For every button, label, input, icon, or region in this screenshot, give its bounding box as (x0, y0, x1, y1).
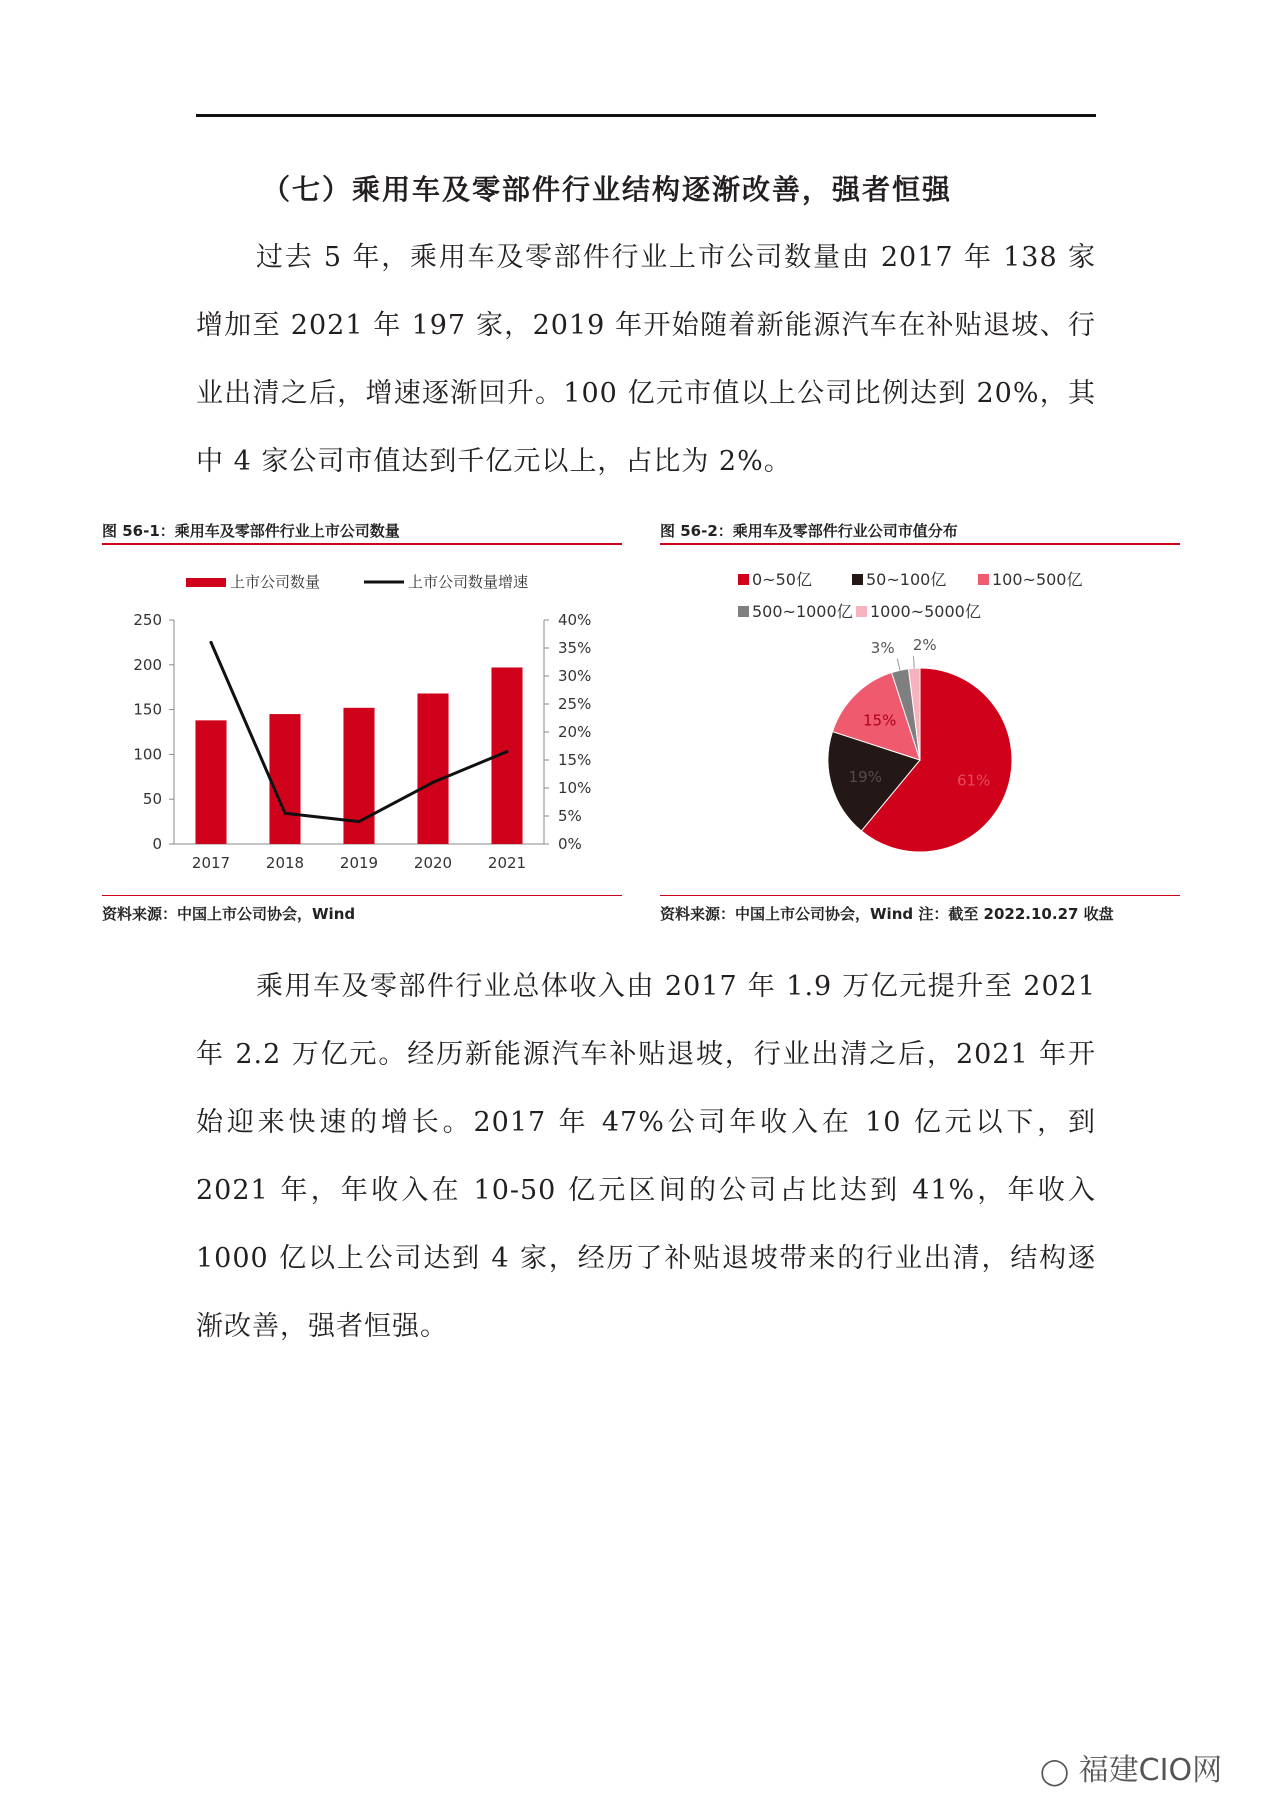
paragraph-2: 乘用车及零部件行业总体收入由 2017 年 1.9 万亿元提升至 2021 年 2.2 万亿元。经历新能源汽车补贴退坡，行业出清之后，2021 年开始迎来快速的增长。2017 年 47%公司年收入在 10 亿元以下，到 2021 年，年收入在 10-50 亿元区间的公司占比达到 41%，年收入 1000 亿以上公司达到 4 家，经历了补贴退坡带来的行业出清，结构逐渐改善，强者恒强。 (196, 971, 1096, 1342)
bar (195, 720, 226, 844)
pie-slice-label: 19% (848, 767, 882, 786)
y-left-tick-label: 100 (133, 745, 162, 764)
y-right-tick-label: 10% (558, 779, 592, 797)
growth-point (506, 750, 509, 753)
y-right-tick-label: 0% (558, 835, 582, 853)
growth-point (358, 820, 361, 823)
top-rule (196, 114, 1096, 117)
watermark-text: 福建CIO网 (1078, 1753, 1223, 1788)
watermark (1040, 1745, 1222, 1789)
pie-slice-label: 3% (870, 638, 895, 657)
legend-swatch (738, 606, 749, 617)
x-tick-label: 2018 (265, 854, 305, 872)
legend-swatch (856, 606, 867, 617)
y-left-tick-label: 150 (133, 700, 162, 719)
y-left-tick-label: 200 (133, 655, 162, 674)
y-left-tick-label: 0 (152, 835, 162, 853)
x-tick-label: 2021 (487, 854, 527, 872)
bar (417, 693, 448, 844)
figure-1-top-rule (102, 543, 622, 545)
legend-label: 1000~5000亿 (870, 602, 981, 621)
y-right-tick-label: 20% (558, 723, 592, 741)
figure-2-caption: 图 56-2：乘用车及零部件行业公司市值分布 (660, 522, 958, 540)
y-right-tick-label: 30% (558, 667, 592, 685)
y-right-tick-label: 40% (558, 611, 592, 629)
figure-2-bottom-rule (660, 895, 1180, 896)
legend-label-line: 上市公司数量增速 (408, 573, 529, 591)
figure-2-top-rule (660, 543, 1180, 545)
paragraph-1: 过去 5 年，乘用车及零部件行业上市公司数量由 2017 年 138 家增加至 2021 年 197 家，2019 年开始随着新能源汽车在补贴退坡、行业出清之后，增速逐渐回升。100 亿元市值以上公司比例达到 20%，其中 4 家公司市值达到千亿元以上，占比为 2%。 (196, 242, 1096, 477)
figure-1-source: 资料来源：中国上市公司协会，Wind (102, 905, 356, 923)
pie-leader-line (897, 659, 900, 671)
section-title: （七）乘用车及零部件行业结构逐渐改善，强者恒强 (262, 173, 953, 206)
y-right-tick-label: 35% (558, 639, 592, 657)
figure-1-bottom-rule (102, 895, 622, 896)
y-left-tick-label: 50 (142, 790, 162, 809)
legend-label: 50~100亿 (866, 570, 947, 589)
x-tick-label: 2017 (191, 854, 231, 872)
wechat-icon: ◯ (1040, 1757, 1070, 1787)
pie-slice-label: 15% (862, 711, 897, 730)
y-right-tick-label: 25% (558, 695, 592, 713)
bar-line-chart (102, 550, 622, 890)
y-left-tick-label: 250 (133, 611, 162, 629)
legend-swatch (978, 574, 989, 585)
legend-swatch (852, 574, 863, 585)
x-tick-label: 2019 (339, 854, 379, 872)
x-tick-label: 2020 (413, 854, 453, 872)
legend-label: 0~50亿 (752, 570, 812, 589)
growth-point (284, 812, 287, 815)
legend-label-bars: 上市公司数量 (230, 573, 321, 591)
bar (343, 708, 374, 844)
bar (269, 714, 300, 844)
growth-point (210, 641, 213, 644)
legend-swatch-bars (186, 578, 226, 587)
pie-slice-label: 2% (912, 636, 937, 655)
legend-swatch (738, 574, 749, 585)
y-right-tick-label: 5% (558, 807, 582, 825)
y-right-tick-label: 15% (558, 751, 592, 769)
pie-leader-line (913, 656, 914, 668)
figure-1-caption: 图 56-1：乘用车及零部件行业上市公司数量 (102, 522, 400, 540)
figure-2-source: 资料来源：中国上市公司协会，Wind 注：截至 2022.10.27 收盘 (660, 905, 1114, 923)
legend-label: 100~500亿 (992, 570, 1083, 589)
legend-label: 500~1000亿 (752, 602, 853, 621)
pie-slice-label: 61% (956, 771, 991, 790)
pie-chart (660, 550, 1180, 890)
growth-point (432, 781, 435, 784)
